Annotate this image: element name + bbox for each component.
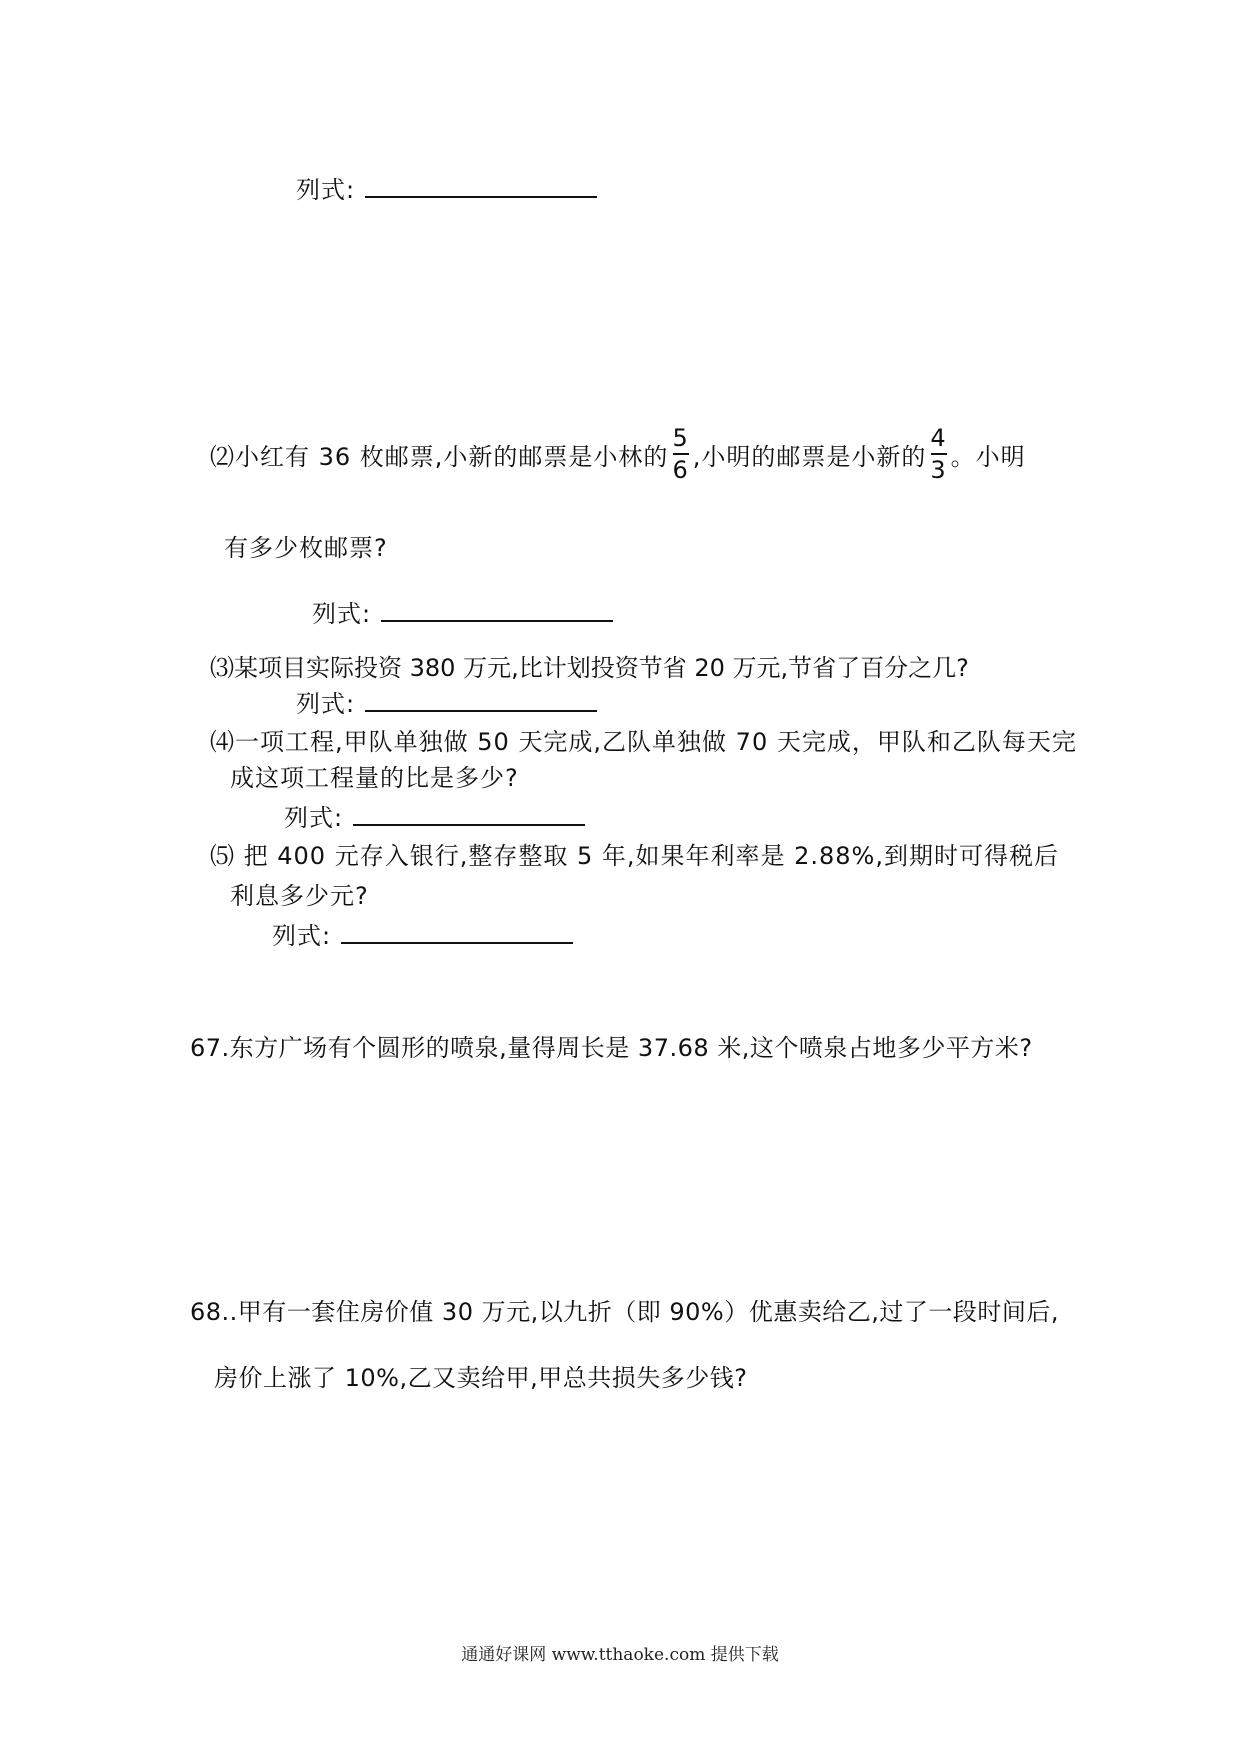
fraction-denominator: 3 bbox=[930, 456, 947, 484]
question-67: 67.东方广场有个圆形的喷泉,量得周长是 37.68 米,这个喷泉占地多少平方米? bbox=[190, 1034, 1033, 1062]
question-5-line-2: 利息多少元? bbox=[230, 882, 369, 910]
fraction-numerator: 4 bbox=[930, 424, 947, 452]
question-2-line-2: 有多少枚邮票? bbox=[224, 534, 388, 562]
formula-label: 列式: bbox=[284, 804, 344, 832]
question-4-line-1: ⑷一项工程,甲队单独做 50 天完成,乙队单独做 70 天完成，甲队和乙队每天完 bbox=[210, 728, 1077, 756]
formula-line bbox=[296, 168, 597, 205]
fraction-denominator: 6 bbox=[672, 456, 689, 484]
question-2-text-b: ,小明的邮票是小新的 bbox=[692, 443, 927, 471]
question-5-line-1: ⑸ 把 400 元存入银行,整存整取 5 年,如果年利率是 2.88%,到期时可得税后 bbox=[210, 842, 1059, 870]
question-3: ⑶某项目实际投资 380 万元,比计划投资节省 20 万元,节省了百分之几? bbox=[210, 654, 969, 682]
formula-label: 列式: bbox=[272, 922, 332, 950]
page-footer: 通通好课网 www.tthaoke.com 提供下载 bbox=[461, 1645, 779, 1665]
question-2-text-c: 。小明 bbox=[950, 443, 1026, 471]
question-68-line-2: 房价上涨了 10%,乙又卖给甲,甲总共损失多少钱? bbox=[214, 1364, 748, 1392]
formula-line bbox=[272, 914, 573, 951]
formula-label: 列式: bbox=[296, 176, 356, 204]
question-4-line-2: 成这项工程量的比是多少? bbox=[230, 764, 519, 792]
formula-line bbox=[284, 796, 585, 833]
formula-line bbox=[312, 592, 613, 629]
answer-blank[interactable] bbox=[353, 796, 585, 826]
answer-blank[interactable] bbox=[365, 168, 597, 198]
fraction-numerator: 5 bbox=[672, 424, 689, 452]
question-68-line-1: 68..甲有一套住房价值 30 万元,以九折（即 90%）优惠卖给乙,过了一段时间后, bbox=[190, 1298, 1059, 1326]
formula-line bbox=[296, 682, 597, 719]
answer-blank[interactable] bbox=[341, 914, 573, 944]
fraction-five-sixths bbox=[672, 426, 688, 482]
answer-blank[interactable] bbox=[365, 682, 597, 712]
formula-label: 列式: bbox=[296, 690, 356, 718]
question-2-line-1 bbox=[210, 424, 1026, 486]
formula-label: 列式: bbox=[312, 600, 372, 628]
fraction-four-thirds bbox=[930, 426, 946, 482]
question-2-text-a: ⑵小红有 36 枚邮票,小新的邮票是小林的 bbox=[210, 443, 669, 471]
answer-blank[interactable] bbox=[381, 592, 613, 622]
